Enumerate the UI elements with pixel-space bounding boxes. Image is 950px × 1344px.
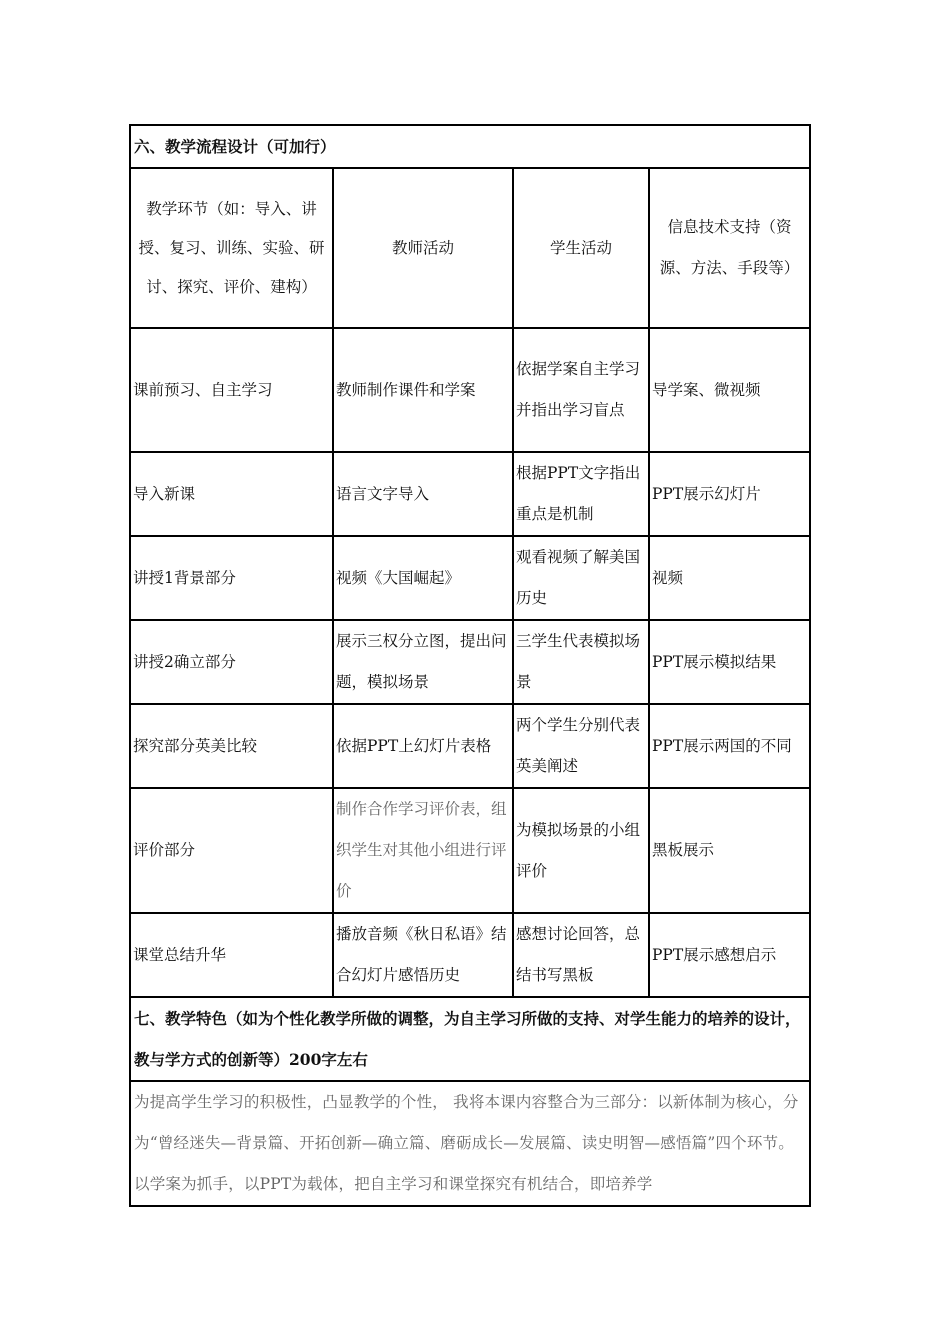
row-teacher: 依据PPT上幻灯片表格 (333, 704, 513, 788)
row-stage: 讲授1背景部分 (130, 536, 333, 620)
row-tech: 导学案、微视频 (649, 328, 810, 452)
row-tech: PPT展示幻灯片 (649, 452, 810, 536)
header-tech: 信息技术支持（资源、方法、手段等） (649, 168, 810, 328)
header-row (130, 168, 810, 328)
table-row (130, 452, 810, 536)
table-row (130, 913, 810, 997)
header-teacher: 教师活动 (333, 168, 513, 328)
row-stage: 探究部分英美比较 (130, 704, 333, 788)
row-stage: 评价部分 (130, 788, 333, 913)
row-student: 感想讨论回答，总结书写黑板 (513, 913, 649, 997)
table-row (130, 536, 810, 620)
table-row (130, 788, 810, 913)
section-7-body: 为提高学生学习的积极性，凸显教学的个性， 我将本课内容整合为三部分：以新体制为核心，分为“曾经迷失—背景篇、开拓创新—确立篇、磨砺成长—发展篇、读史明智—感悟篇”四个环节。以学案为抓手，以PPT为载体，把自主学习和课堂探究有机结合，即培养学 (130, 1081, 810, 1206)
row-student: 两个学生分别代表英美阐述 (513, 704, 649, 788)
header-student: 学生活动 (513, 168, 649, 328)
row-teacher: 播放音频《秋日私语》结合幻灯片感悟历史 (333, 913, 513, 997)
row-tech: PPT展示模拟结果 (649, 620, 810, 704)
row-student: 根据PPT文字指出重点是机制 (513, 452, 649, 536)
row-stage: 导入新课 (130, 452, 333, 536)
row-student: 三学生代表模拟场景 (513, 620, 649, 704)
row-student: 依据学案自主学习并指出学习盲点 (513, 328, 649, 452)
row-tech: 黑板展示 (649, 788, 810, 913)
row-teacher: 视频《大国崛起》 (333, 536, 513, 620)
table-row (130, 620, 810, 704)
lesson-plan-table (129, 124, 811, 1207)
row-teacher: 制作合作学习评价表，组织学生对其他小组进行评价 (333, 788, 513, 913)
row-tech: PPT展示感想启示 (649, 913, 810, 997)
row-stage: 课堂总结升华 (130, 913, 333, 997)
table-row (130, 704, 810, 788)
section-6-title: 六、教学流程设计（可加行） (130, 125, 810, 168)
row-teacher: 展示三权分立图，提出问题，模拟场景 (333, 620, 513, 704)
row-teacher: 教师制作课件和学案 (333, 328, 513, 452)
section-7-title: 七、教学特色（如为个性化教学所做的调整，为自主学习所做的支持、对学生能力的培养的设计，教与学方式的创新等）200字左右 (130, 997, 810, 1081)
row-stage: 讲授2确立部分 (130, 620, 333, 704)
row-stage: 课前预习、自主学习 (130, 328, 333, 452)
row-student: 为模拟场景的小组评价 (513, 788, 649, 913)
table-row (130, 328, 810, 452)
row-tech: 视频 (649, 536, 810, 620)
header-stage: 教学环节（如：导入、讲授、复习、训练、实验、研讨、探究、评价、建构） (130, 168, 333, 328)
row-student: 观看视频了解美国历史 (513, 536, 649, 620)
row-tech: PPT展示两国的不同 (649, 704, 810, 788)
row-teacher: 语言文字导入 (333, 452, 513, 536)
